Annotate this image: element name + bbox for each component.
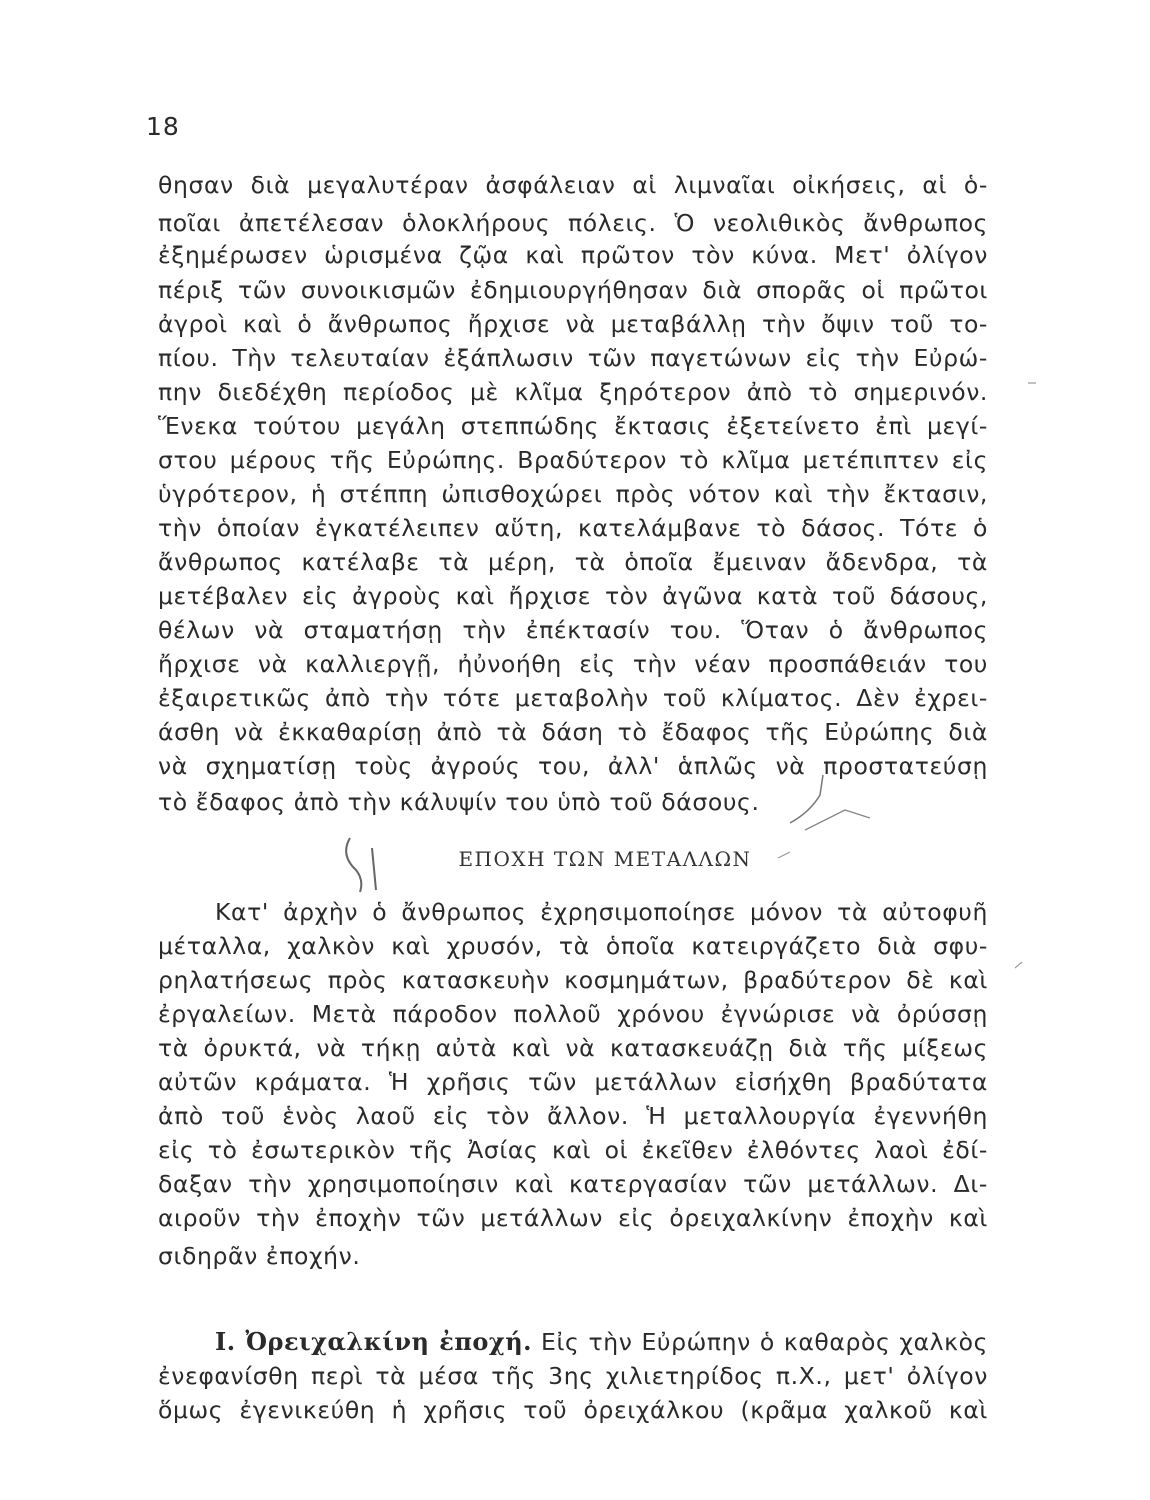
text-line: ἀγροὶ καὶ ὁ ἄνθρωπος ἤρχισε νὰ μεταβάλλῃ τὴν ὄψιν τοῦ το- xyxy=(158,310,988,338)
text-line: σιδηρᾶν ἐποχήν. xyxy=(158,1242,361,1270)
subsection-title: Ι. Ὀρειχαλκίνη ἐποχή. xyxy=(215,1327,533,1356)
text-line: εἰς τὸ ἐσωτερικὸν τῆς Ἀσίας καὶ οἱ ἐκεῖθεν ἐλθόντες λαοὶ ἐδί- xyxy=(158,1136,988,1164)
text-line: αὐτῶν κράματα. Ἡ χρῆσις τῶν μετάλλων εἰσήχθη βραδύτατα xyxy=(158,1068,988,1096)
text-line: πην διεδέχθη περίοδος μὲ κλῖμα ξηρότερον ἀπὸ τὸ σημερινόν. xyxy=(158,378,988,406)
text-line: ὑγρότερον, ἡ στέππη ὠπισθοχώρει πρὸς νότον καὶ τὴν ἔκτασιν, xyxy=(158,480,988,508)
section-heading-text: ΕΠΟΧΗ ΤΩΝ ΜΕΤΑΛΛΩΝ xyxy=(458,847,752,871)
text-line: δαξαν τὴν χρησιμοποίησιν καὶ κατεργασίαν τῶν μετάλλων. Δι- xyxy=(158,1170,988,1198)
text-line: θησαν διὰ μεγαλυτέραν ἀσφάλειαν αἱ λιμναῖαι οἰκήσεις, αἱ ὁ- xyxy=(158,171,988,199)
text-line: μετέβαλεν εἰς ἀγροὺς καὶ ἤρχισε τὸν ἀγῶνα κατὰ τοῦ δάσους, xyxy=(158,582,988,610)
text-line: τὸ ἔδαφος ἀπὸ τὴν κάλυψίν του ὑπὸ τοῦ δάσους. xyxy=(158,788,760,816)
text-line: αιροῦν τὴν ἐποχὴν τῶν μετάλλων εἰς ὀρειχαλκίνην ἐποχὴν καὶ xyxy=(158,1204,988,1232)
subsection-text: Εἰς τὴν Εὐρώπην ὁ καθαρὸς χαλκὸς xyxy=(532,1328,988,1356)
text-line: τὴν ὁποίαν ἐγκατέλειπεν αὕτη, κατελάμβανε τὸ δάσος. Τότε ὁ xyxy=(158,514,988,542)
page-number: 18 xyxy=(146,112,180,141)
text-line: Ἕνεκα τούτου μεγάλη στεππώδης ἔκτασις ἐξετείνετο ἐπὶ μεγί- xyxy=(158,412,988,440)
text-line: τὰ ὀρυκτά, νὰ τήκῃ αὐτὰ καὶ νὰ κατασκευάζῃ διὰ τῆς μίξεως xyxy=(158,1034,988,1062)
text-line: ἤρχισε νὰ καλλιεργῇ, ἠὐνοήθη εἰς τὴν νέαν προσπάθειάν του xyxy=(158,650,988,678)
section-heading xyxy=(0,847,1150,871)
text-line: άσθη νὰ ἐκκαθαρίσῃ ἀπὸ τὰ δάση τὸ ἔδαφος τῆς Εὐρώπης διὰ xyxy=(158,718,988,746)
text-line: ἐργαλείων. Μετὰ πάροδον πολλοῦ χρόνου ἐγνώρισε νὰ ὀρύσσῃ xyxy=(158,1000,988,1028)
subsection-first-line xyxy=(215,1327,988,1357)
text-line: μέταλλα, χαλκὸν καὶ χρυσόν, τὰ ὁποῖα κατειργάζετο διὰ σφυ- xyxy=(158,932,988,960)
text-line: νὰ σχηματίσῃ τοὺς ἀγρούς του, ἀλλ' ἁπλῶς νὰ προστατεύσῃ xyxy=(158,752,988,780)
text-line: ἀπὸ τοῦ ἑνὸς λαοῦ εἰς τὸν ἄλλον. Ἡ μεταλλουργία ἐγεννήθη xyxy=(158,1102,988,1130)
text-line: ποῖαι ἀπετέλεσαν ὁλοκλήρους πόλεις. Ὁ νεολιθικὸς ἄνθρωπος xyxy=(158,209,988,237)
pencil-stroke xyxy=(1015,962,1022,968)
text-line: ἐνεφανίσθη περὶ τὰ μέσα τῆς 3ης χιλιετηρίδος π.Χ., μετ' ὀλίγον xyxy=(158,1362,988,1390)
text-line: πέριξ τῶν συνοικισμῶν ἐδημιουργήθησαν διὰ σπορᾶς οἱ πρῶτοι xyxy=(158,276,988,304)
text-line: ρηλατήσεως πρὸς κατασκευὴν κοσμημάτων, βραδύτερον δὲ καὶ xyxy=(158,966,988,994)
text-line: ὅμως ἐγενικεύθη ἡ χρῆσις τοῦ ὀρειχάλκου (κρᾶμα χαλκοῦ καὶ xyxy=(158,1396,988,1424)
text-line: Κατ' ἀρχὴν ὁ ἄνθρωπος ἐχρησιμοποίησε μόνον τὰ αὐτοφυῆ xyxy=(215,898,988,926)
text-line: ἄνθρωπος κατέλαβε τὰ μέρη, τὰ ὁποῖα ἔμειναν ἄδενδρα, τὰ xyxy=(158,548,988,576)
text-line: στου μέρους τῆς Εὐρώπης. Βραδύτερον τὸ κλῖμα μετέπιπτεν εἰς xyxy=(158,446,988,474)
text-line: ἐξαιρετικῶς ἀπὸ τὴν τότε μεταβολὴν τοῦ κλίματος. Δὲν ἐχρει- xyxy=(158,684,988,712)
text-line: θέλων νὰ σταματήσῃ τὴν ἐπέκτασίν του. Ὅταν ὁ ἄνθρωπος xyxy=(158,616,988,644)
text-line: πίου. Τὴν τελευταίαν ἐξάπλωσιν τῶν παγετώνων εἰς τὴν Εὐρώ- xyxy=(158,344,988,372)
text-line: ἐξημέρωσεν ὡρισμένα ζῷα καὶ πρῶτον τὸν κύνα. Μετ' ὀλίγον xyxy=(158,241,988,269)
